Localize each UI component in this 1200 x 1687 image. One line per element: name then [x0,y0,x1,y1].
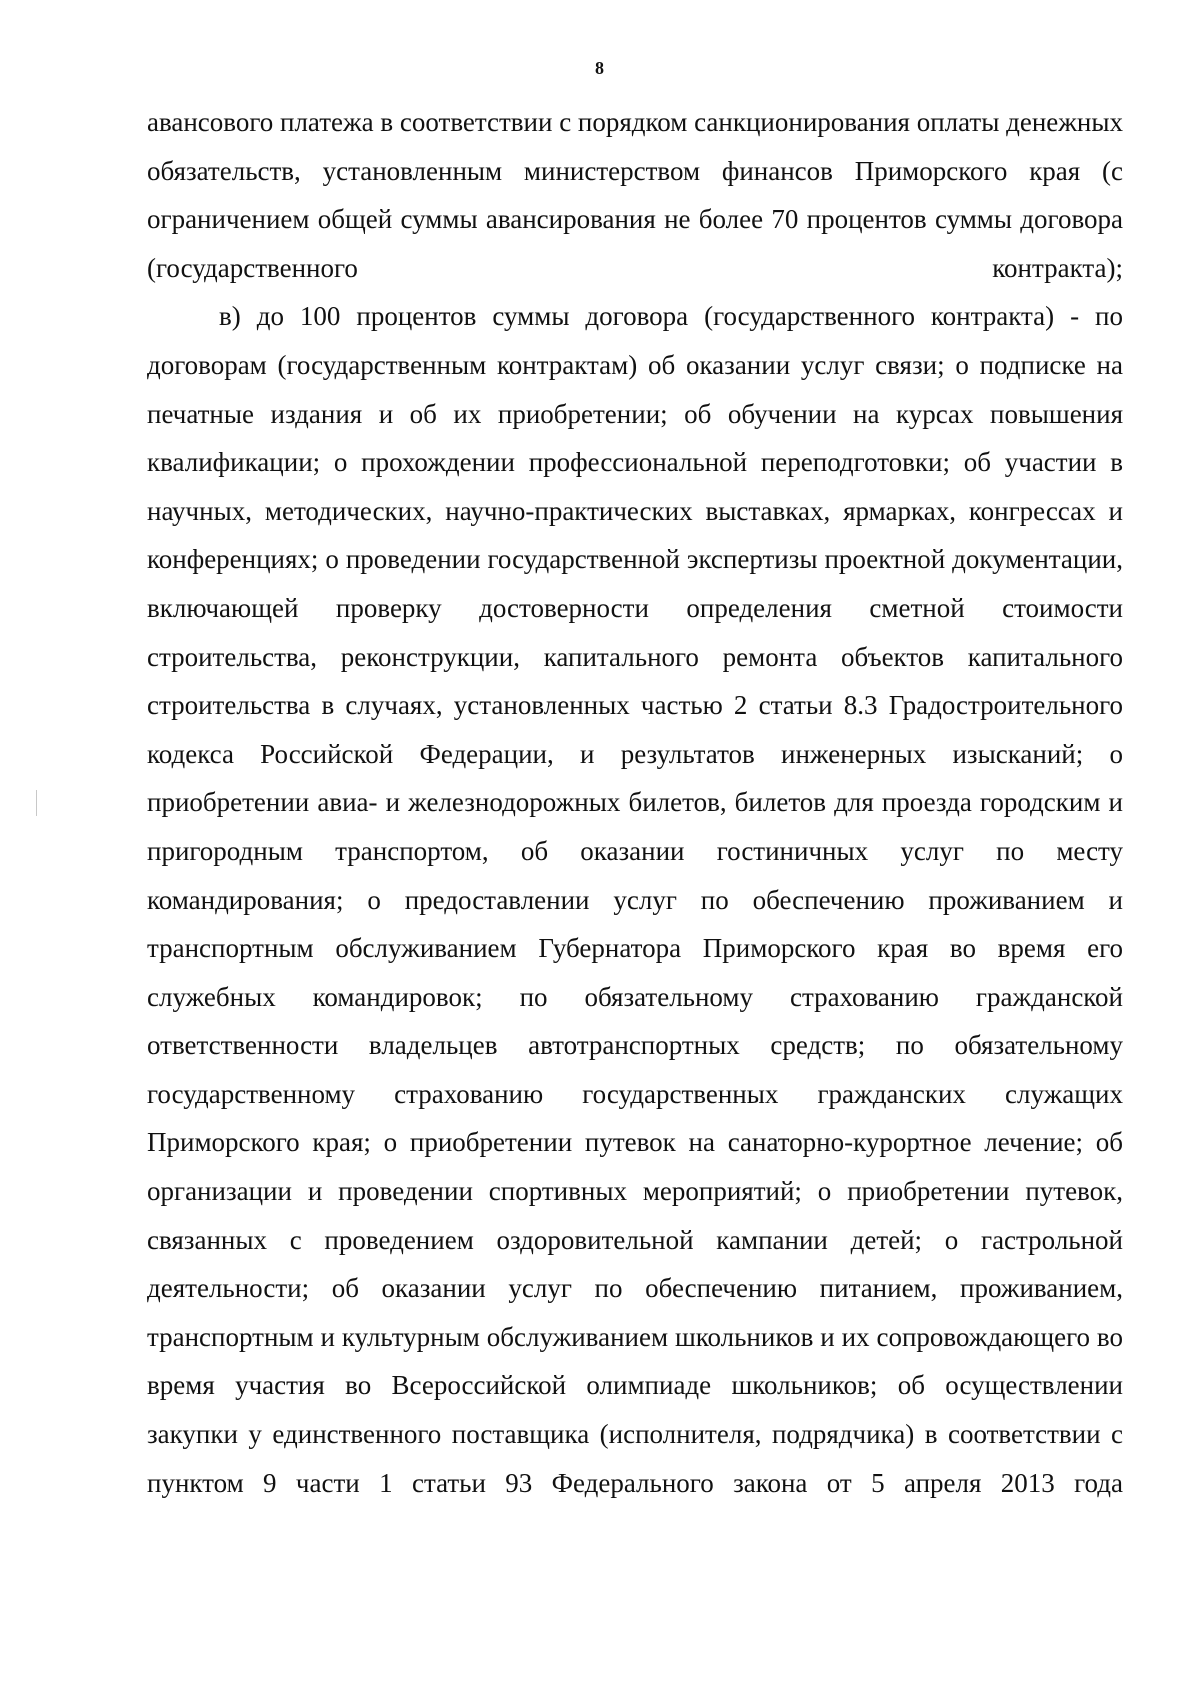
scan-margin-mark [36,790,37,816]
paragraph-continuation: авансового платежа в соответствии с порядком санкционирования оплаты денежных обязательств, установленным министерством финансов Приморского края (с ограничением общей суммы авансирования не более 70 процентов суммы договора (государственного контракта); [147,107,1124,283]
document-body [147,98,1123,1507]
paragraph-item-v: в) до 100 процентов суммы договора (государственного контракта) - по договорам (государственным контрактам) об оказании услуг связи; о подписке на печатные издания и об их приобретении; об обучении на курсах повышения квалификации; о прохождении профессиональной переподготовки; об участии в научных, методических, научно-практических выставках, ярмарках, конгрессах и конференциях; о проведении государственной экспертизы проектной документации, включающей проверку достоверности определения сметной стоимости строительства, реконструкции, капитального ремонта объектов капитального строительства в случаях, установленных частью 2 статьи 8.3 Градостроительного кодекса Российской Федерации, и результатов инженерных изысканий; о приобретении авиа- и железнодорожных билетов, билетов для проезда городским и пригородным транспортом, об оказании гостиничных услуг по месту командирования; о предоставлении услуг по обеспечению проживанием и транспортным обслуживанием Губернатора Приморского края во время его служебных командировок; по обязательному страхованию гражданской ответственности владельцев автотранспортных средств; по обязательному государственному страхованию государственных гражданских служащих Приморского края; о приобретении путевок на санаторно-курортное лечение; об организации и проведении спортивных мероприятий; о приобретении путевок, связанных с проведением оздоровительной кампании детей; о гастрольной деятельности; об оказании услуг по обеспечению питанием, проживанием, транспортным и культурным обслуживанием школьников и их сопровождающего во время участия во Всероссийской олимпиаде школьников; об осуществлении закупки у единственного поставщика (исполнителя, подрядчика) в соответствии с пунктом 9 части 1 статьи 93 Федерального закона от 5 апреля 2013 года [147,301,1123,1498]
page-number: 8 [595,58,605,78]
